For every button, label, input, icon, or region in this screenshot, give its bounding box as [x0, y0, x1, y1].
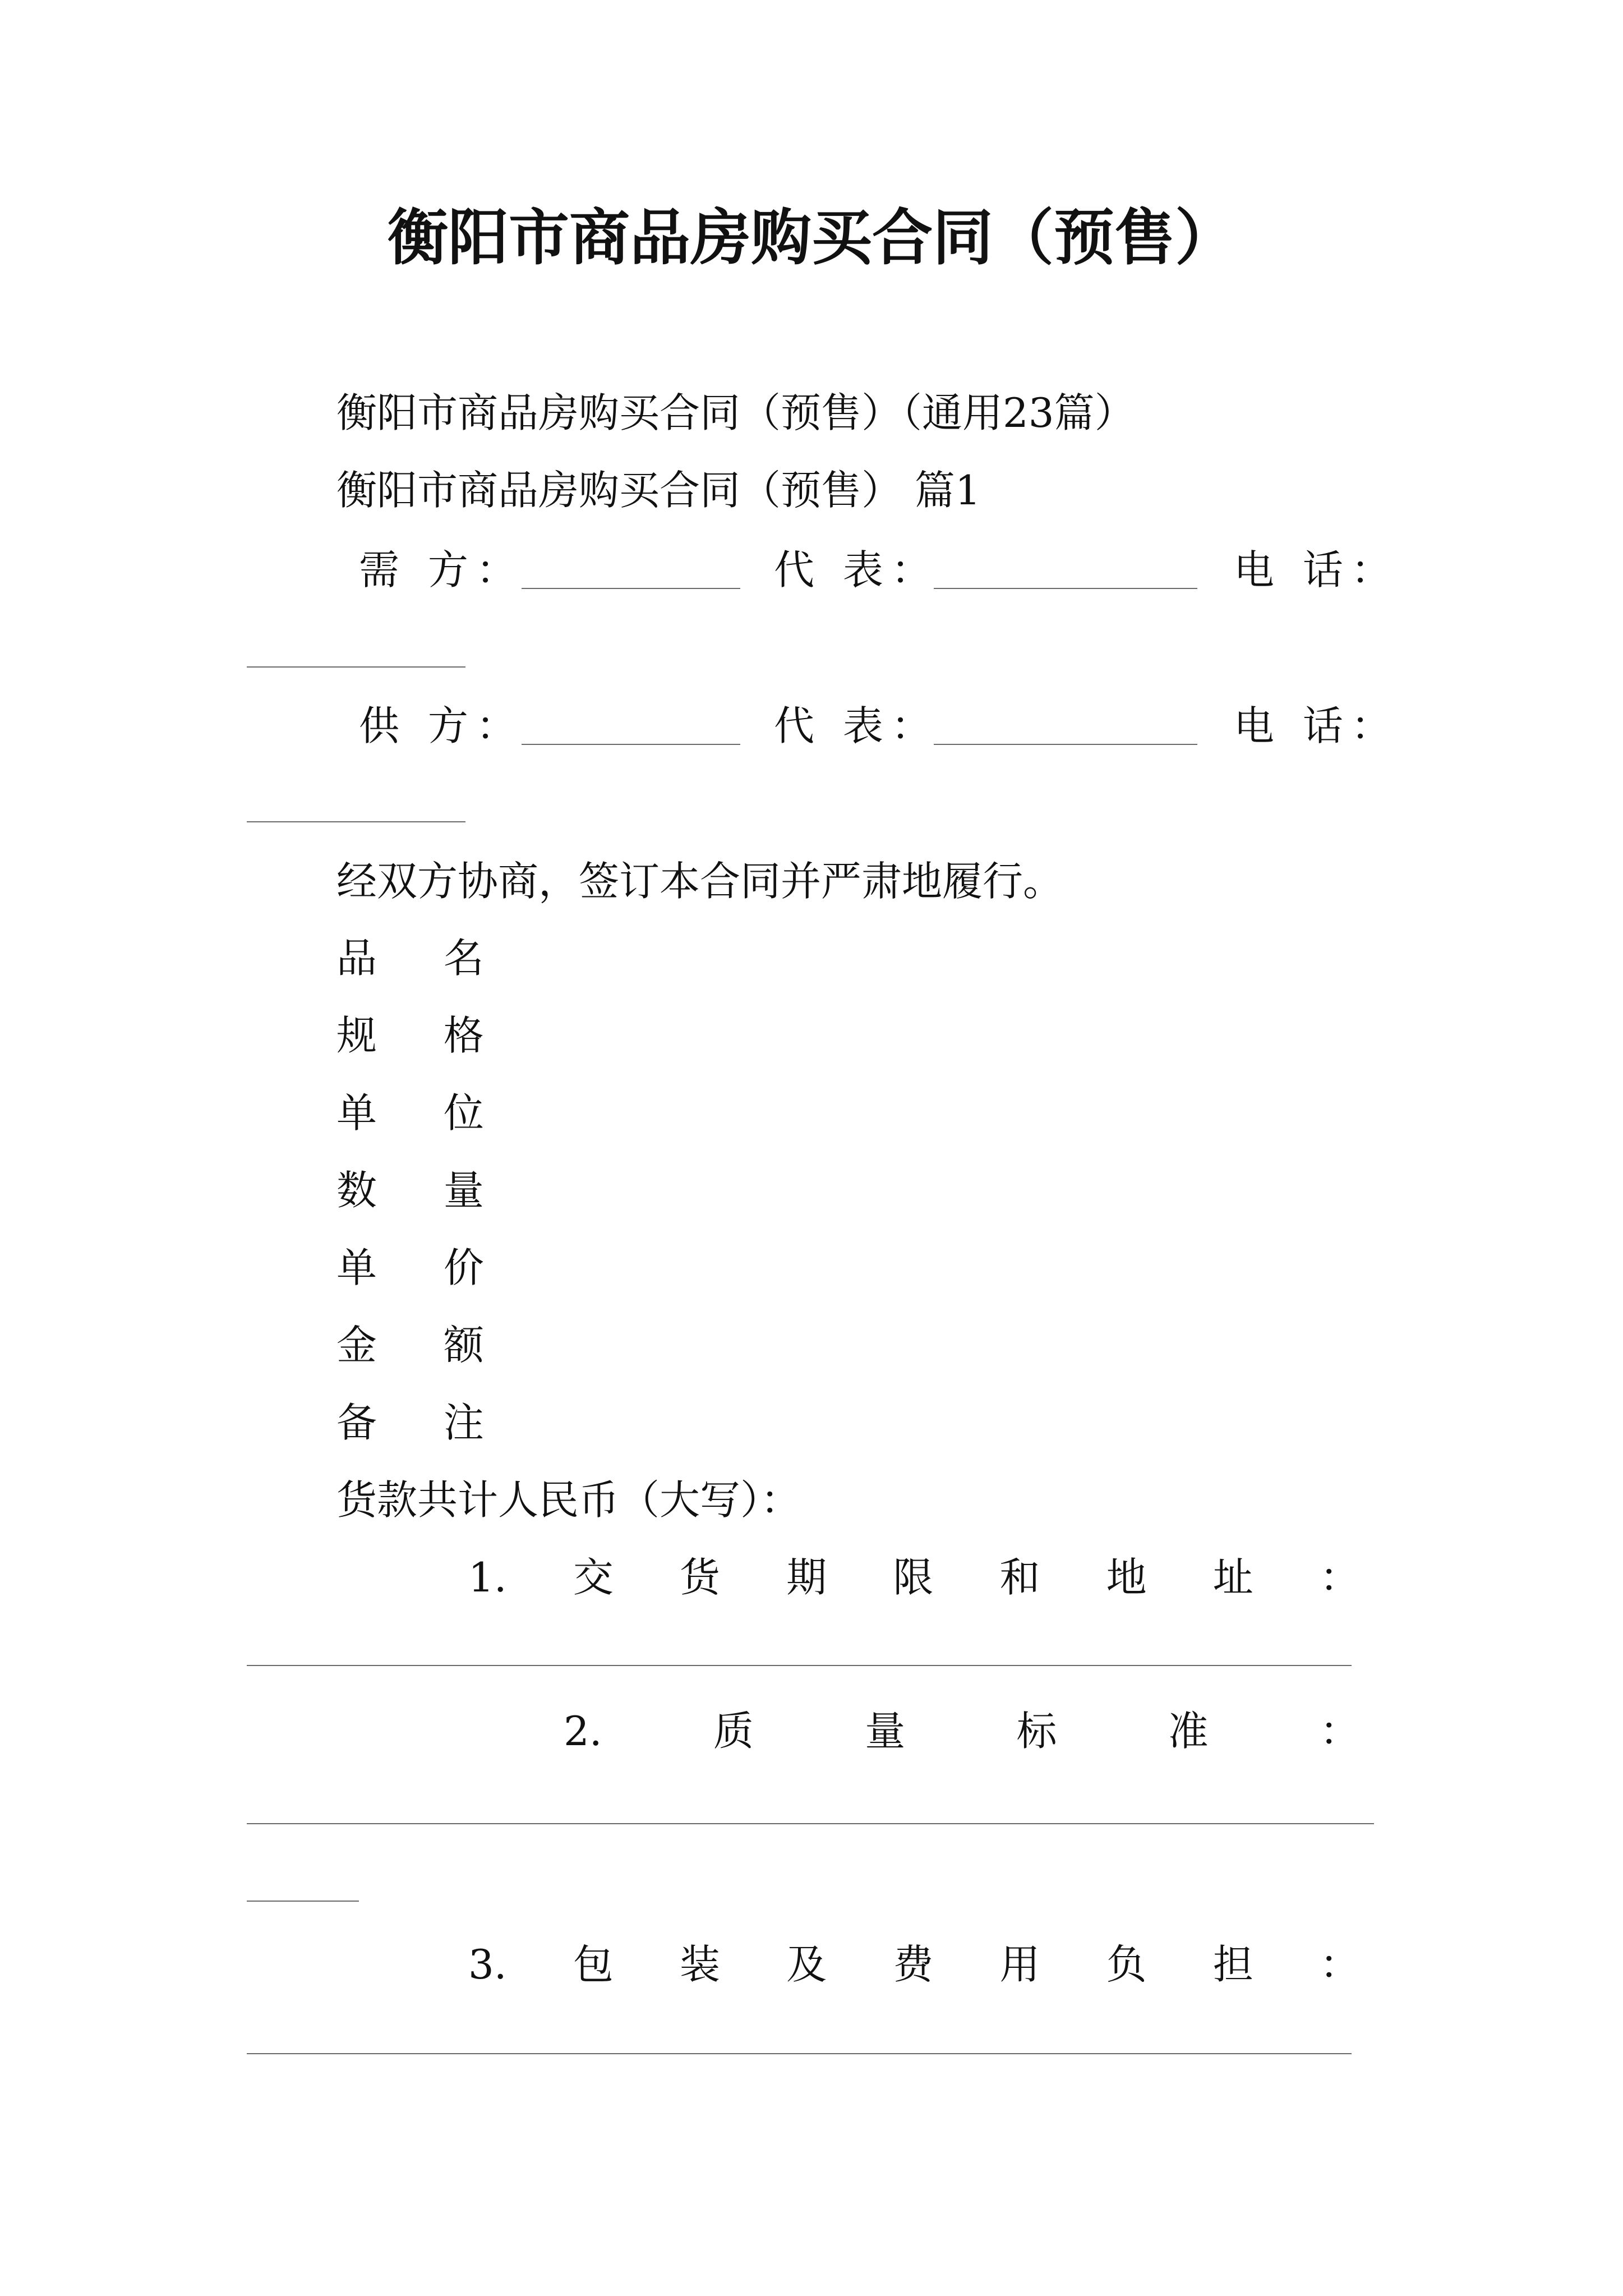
- field-specification: 规 格: [336, 1012, 511, 1059]
- field-amount: 金 额: [336, 1322, 511, 1369]
- supplier-representative-label: 代 表：: [774, 702, 939, 749]
- clause-char: 担: [1212, 1941, 1253, 1988]
- clause-char: 货: [680, 1554, 721, 1601]
- clause-char: 负: [1106, 1941, 1147, 1988]
- clause-2-blank[interactable]: [247, 1823, 1374, 1824]
- supplier-phone-blank[interactable]: [247, 821, 465, 822]
- field-product-name: 品 名: [336, 935, 511, 982]
- clause-char: 及: [786, 1941, 827, 1988]
- clause-colon: ：: [1319, 1708, 1360, 1755]
- clause-char: 质: [713, 1708, 754, 1755]
- clause-2-heading: [564, 1708, 1360, 1755]
- clause-colon: ：: [1319, 1554, 1360, 1601]
- clause-number: 1.: [468, 1554, 507, 1601]
- clause-1-blank[interactable]: [247, 1665, 1352, 1666]
- intro-text: 经双方协商，签订本合同并严肃地履行。: [336, 858, 1064, 905]
- clause-char: 和: [999, 1554, 1040, 1601]
- field-unit: 单 位: [336, 1089, 511, 1137]
- clause-char: 装: [680, 1941, 721, 1988]
- document-subtitle: 衡阳市商品房购买合同（预售）（通用23篇）: [336, 389, 1135, 436]
- buyer-representative-label: 代 表：: [774, 546, 939, 593]
- clause-char: 包: [573, 1941, 614, 1988]
- field-unit-price: 单 价: [336, 1244, 511, 1291]
- clause-number: 3.: [468, 1941, 507, 1988]
- clause-char: 限: [893, 1554, 934, 1601]
- total-amount-label: 货款共计人民币（大写）：: [336, 1476, 801, 1524]
- clause-char: 期: [786, 1554, 827, 1601]
- clause-char: 标: [1016, 1708, 1057, 1755]
- clause-2-blank-continued[interactable]: [247, 1901, 359, 1902]
- clause-3-heading: [468, 1941, 1360, 1988]
- clause-1-heading: [468, 1554, 1360, 1601]
- buyer-representative-blank[interactable]: [934, 588, 1197, 589]
- clause-char: 费: [893, 1941, 934, 1988]
- supplier-label: 供 方：: [359, 702, 524, 749]
- clause-number: 2.: [564, 1708, 602, 1755]
- clause-3-blank[interactable]: [247, 2053, 1352, 2054]
- clause-char: 交: [573, 1554, 614, 1601]
- field-remarks: 备 注: [336, 1399, 511, 1446]
- document-title: 衡阳市商品房购买合同（预售）: [387, 203, 1235, 273]
- clause-char: 量: [865, 1708, 906, 1755]
- clause-char: 地: [1106, 1554, 1147, 1601]
- section-heading: 衡阳市商品房购买合同（预售） 篇1: [336, 467, 981, 514]
- supplier-representative-blank[interactable]: [934, 744, 1197, 745]
- supplier-name-blank[interactable]: [522, 744, 740, 745]
- clause-char: 准: [1168, 1708, 1209, 1755]
- supplier-phone-label: 电 话：: [1234, 702, 1399, 749]
- clause-colon: ：: [1319, 1941, 1360, 1988]
- buyer-phone-label: 电 话：: [1234, 546, 1399, 593]
- field-quantity: 数 量: [336, 1167, 511, 1214]
- buyer-name-blank[interactable]: [522, 588, 740, 589]
- clause-char: 用: [999, 1941, 1040, 1988]
- clause-char: 址: [1212, 1554, 1253, 1601]
- buyer-phone-blank[interactable]: [247, 666, 465, 668]
- buyer-label: 需 方：: [359, 546, 524, 593]
